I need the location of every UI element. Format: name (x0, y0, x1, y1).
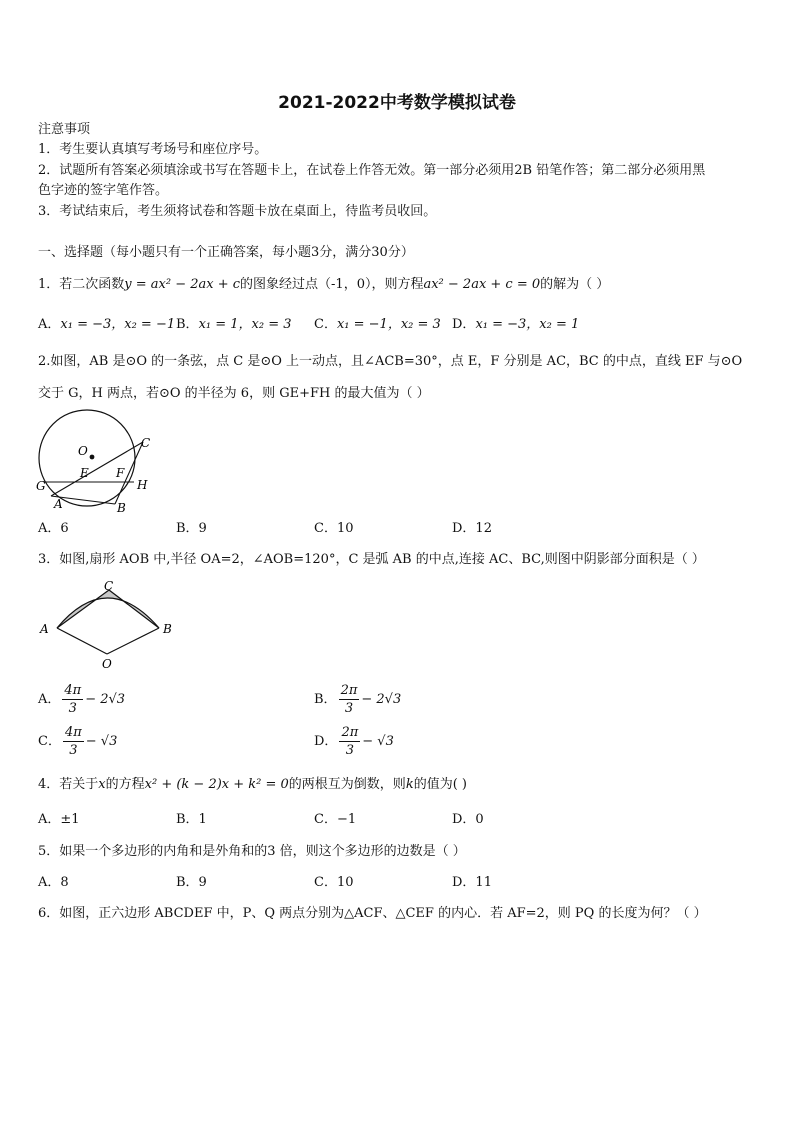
q4-option-d[interactable]: D．0 (452, 812, 484, 827)
q3-option-c[interactable]: C． $\frac{4\pi}{3}$ − √3 (38, 725, 118, 758)
q4-option-c[interactable]: C．−1 (314, 812, 357, 827)
segment-bc (109, 590, 159, 628)
label-c: C (141, 436, 151, 450)
q1-stem-b: 的图象经过点（-1，0），则方程 (240, 277, 424, 292)
q5-option-a[interactable]: A．8 (38, 875, 69, 890)
question-4-stem (38, 776, 467, 794)
question-3-stem: 3．如图,扇形 AOB 中,半径 OA=2，∠AOB=120°，C 是弧 AB 的中点,连接 AC、BC,则图中阴影部分面积是（ ） (38, 552, 705, 567)
segment-ac (51, 442, 143, 496)
q2-option-c[interactable]: C．10 (314, 521, 354, 536)
notes-heading: 注意事项 (38, 122, 91, 137)
q4-stem-d: 的值为( ) (413, 777, 467, 792)
q4-var-x: x (98, 777, 106, 792)
q4-option-a[interactable]: A．±1 (38, 812, 80, 827)
label-a: A (54, 497, 63, 511)
q2-option-a[interactable]: A．6 (38, 521, 69, 536)
q4-stem-b: 的方程 (105, 777, 145, 792)
q1-option-b[interactable]: B．x₁ = 1，x₂ = 3 (176, 317, 292, 332)
center-point-o (90, 455, 95, 460)
q1-equation-expr: ax² − 2ax + c = 0 (423, 277, 541, 292)
label-h: H (137, 478, 148, 492)
q2-circle-figure (30, 408, 155, 516)
q4-stem-a: 4．若关于 (38, 777, 99, 792)
q1-option-d[interactable]: D．x₁ = −3，x₂ = 1 (452, 317, 580, 332)
q3-option-d[interactable]: D． $\frac{2\pi}{3}$ − √3 (314, 725, 394, 758)
q5-option-c[interactable]: C．10 (314, 875, 354, 890)
q5-option-b[interactable]: B．9 (176, 875, 207, 890)
q3-sector-figure (34, 578, 184, 672)
q2-option-d[interactable]: D．12 (452, 521, 492, 536)
label-b: B (117, 501, 126, 515)
q3-option-b[interactable]: B． $\frac{2\pi}{3}$ − 2√3 (314, 683, 402, 716)
q4-stem-c: 的两根互为倒数，则 (288, 777, 406, 792)
q2-option-b[interactable]: B．9 (176, 521, 207, 536)
note-item-2-cont: 色字迹的签字笔作答。 (38, 183, 169, 198)
q4-equation-expr: x² + (k − 2)x + k² = 0 (144, 777, 289, 792)
question-2-stem-line1: 2.如图，AB 是⊙O 的一条弦，点 C 是⊙O 上一动点，且∠ACB=30°，点 E，F 分别是 AC，BC 的中点，直线 EF 与⊙O (38, 354, 743, 369)
q1-function-expr: y = ax² − 2ax + c (124, 277, 241, 292)
label-f: F (116, 466, 125, 480)
q1-option-a[interactable]: A．x₁ = −3，x₂ = −1 (38, 317, 176, 332)
label-c: C (104, 579, 114, 593)
page-title: 2021-2022中考数学模拟试卷 (278, 93, 516, 113)
label-o: O (78, 444, 88, 458)
q1-stem-a: 1．若二次函数 (38, 277, 125, 292)
q4-var-k: k (405, 777, 414, 792)
question-6-stem: 6．如图，正六边形 ABCDEF 中，P、Q 两点分别为△ACF、△CEF 的内心．若 AF=2，则 PQ 的长度为何？（ ） (38, 906, 707, 921)
label-a: A (40, 622, 49, 636)
segment-ac (57, 590, 109, 628)
q1-stem-c: 的解为（ ） (540, 277, 610, 292)
note-item-1: 1．考生要认真填写考场号和座位序号。 (38, 142, 268, 157)
label-b: B (163, 622, 172, 636)
label-g: G (36, 479, 46, 493)
question-1-stem (38, 276, 609, 294)
note-item-3: 3．考试结束后，考生须将试卷和答题卡放在桌面上，待监考员收回。 (38, 204, 437, 219)
label-e: E (80, 466, 89, 480)
q4-option-b[interactable]: B．1 (176, 812, 207, 827)
q5-option-d[interactable]: D．11 (452, 875, 492, 890)
question-5-stem: 5．如果一个多边形的内角和是外角和的3 倍，则这个多边形的边数是（ ） (38, 844, 466, 859)
note-item-2: 2．试题所有答案必须填涂或书写在答题卡上，在试卷上作答无效。第一部分必须用2B 铅笔作答；第二部分必须用黑 (38, 163, 706, 178)
label-o: O (102, 657, 112, 671)
radius-ob (107, 628, 159, 654)
shaded-region (57, 590, 159, 628)
question-2-stem-line2: 交于 G，H 两点，若⊙O 的半径为 6，则 GE+FH 的最大值为（ ） (38, 386, 430, 401)
q1-option-c[interactable]: C．x₁ = −1，x₂ = 3 (314, 317, 441, 332)
q3-option-a[interactable]: A． $\frac{4\pi}{3}$ − 2√3 (38, 683, 126, 716)
section-heading: 一、选择题（每小题只有一个正确答案，每小题3分，满分30分） (38, 245, 414, 260)
radius-oa (57, 628, 107, 654)
arc-ab (57, 598, 159, 628)
